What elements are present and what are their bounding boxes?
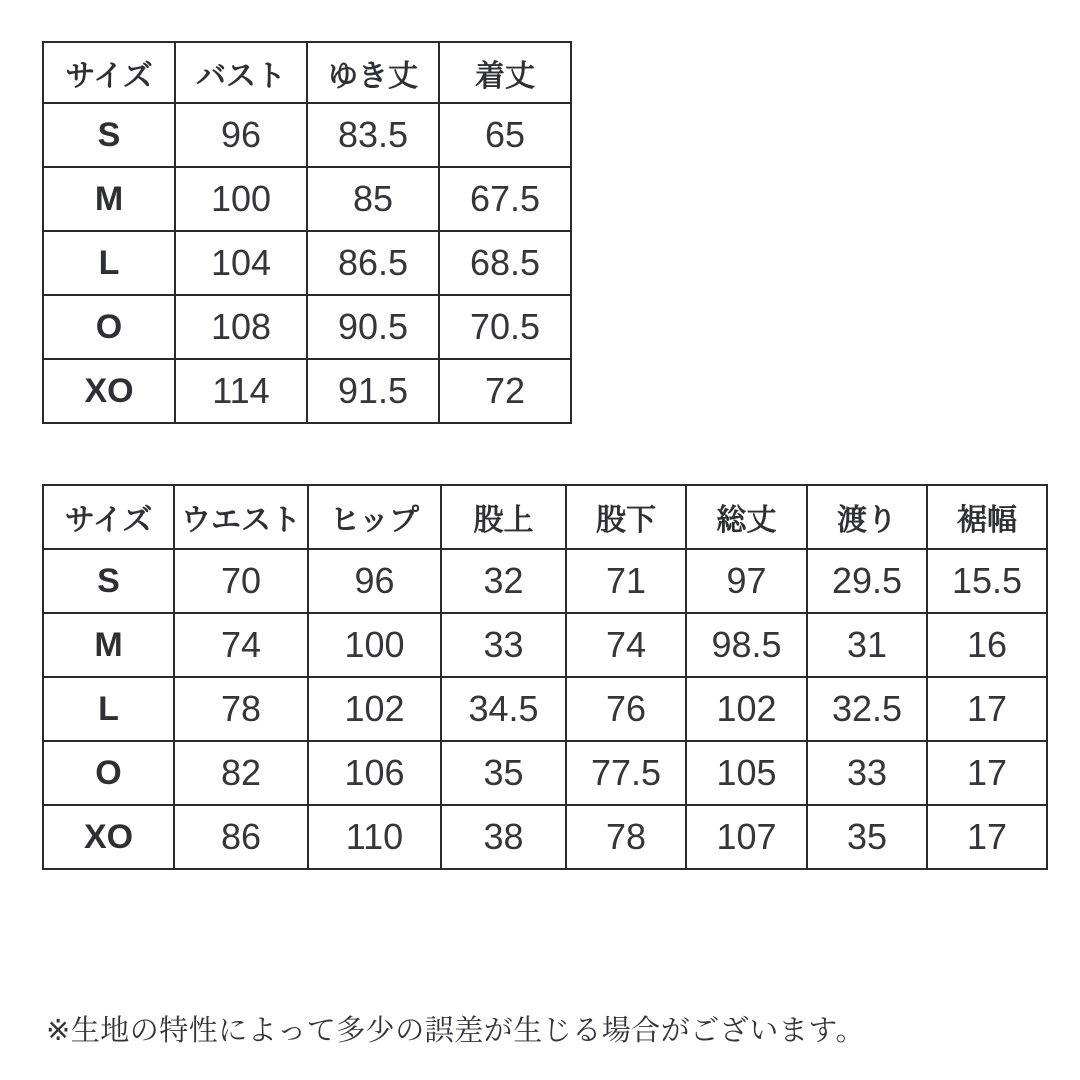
tops_table-row-4 xyxy=(43,359,571,423)
tops_table-row-2 xyxy=(43,231,571,295)
tops_table-row-1 xyxy=(43,167,571,231)
measurement-cell: 82 xyxy=(174,741,308,805)
measurement-cell: 35 xyxy=(441,741,566,805)
measurement-cell: 29.5 xyxy=(807,549,927,613)
measurement-cell: 97 xyxy=(686,549,807,613)
measurement-cell: 72 xyxy=(439,359,571,423)
measurement-cell: 17 xyxy=(927,741,1047,805)
tops_table-header-cell-2: ゆき丈 xyxy=(307,42,439,103)
bottoms_table-header-cell-6: 渡り xyxy=(807,485,927,549)
measurement-cell: 74 xyxy=(174,613,308,677)
size-label-cell: M xyxy=(43,613,174,677)
measurement-cell: 78 xyxy=(566,805,686,869)
measurement-cell: 102 xyxy=(686,677,807,741)
fabric-disclaimer-note: ※生地の特性によって多少の誤差が生じる場合がございます。 xyxy=(46,1015,865,1047)
measurement-cell: 76 xyxy=(566,677,686,741)
measurement-cell: 100 xyxy=(175,167,307,231)
tops_table-header-cell-0: サイズ xyxy=(43,42,175,103)
measurement-cell: 74 xyxy=(566,613,686,677)
measurement-cell: 106 xyxy=(308,741,441,805)
bottoms_table-header-cell-4: 股下 xyxy=(566,485,686,549)
measurement-cell: 105 xyxy=(686,741,807,805)
size-label-cell: L xyxy=(43,677,174,741)
measurement-cell: 86.5 xyxy=(307,231,439,295)
measurement-cell: 90.5 xyxy=(307,295,439,359)
tops_table-row-0 xyxy=(43,103,571,167)
measurement-cell: 31 xyxy=(807,613,927,677)
measurement-cell: 108 xyxy=(175,295,307,359)
measurement-cell: 98.5 xyxy=(686,613,807,677)
measurement-cell: 85 xyxy=(307,167,439,231)
measurement-cell: 16 xyxy=(927,613,1047,677)
measurement-cell: 110 xyxy=(308,805,441,869)
measurement-cell: 34.5 xyxy=(441,677,566,741)
measurement-cell: 100 xyxy=(308,613,441,677)
bottoms_table-row-3 xyxy=(43,741,1047,805)
size-label-cell: O xyxy=(43,295,175,359)
measurement-cell: 70 xyxy=(174,549,308,613)
size-label-cell: S xyxy=(43,103,175,167)
measurement-cell: 67.5 xyxy=(439,167,571,231)
measurement-cell: 32 xyxy=(441,549,566,613)
size-label-cell: XO xyxy=(43,359,175,423)
size-label-cell: L xyxy=(43,231,175,295)
measurement-cell: 107 xyxy=(686,805,807,869)
measurement-cell: 33 xyxy=(807,741,927,805)
bottoms_table-header-cell-5: 総丈 xyxy=(686,485,807,549)
bottoms_table-header-cell-3: 股上 xyxy=(441,485,566,549)
tops_table-header-row xyxy=(43,42,571,103)
measurement-cell: 70.5 xyxy=(439,295,571,359)
bottoms_table-row-4 xyxy=(43,805,1047,869)
tops_table-header-cell-1: バスト xyxy=(175,42,307,103)
measurement-cell: 102 xyxy=(308,677,441,741)
measurement-cell: 77.5 xyxy=(566,741,686,805)
measurement-cell: 114 xyxy=(175,359,307,423)
tops-size-table xyxy=(42,41,572,424)
size-label-cell: M xyxy=(43,167,175,231)
bottoms_table-row-1 xyxy=(43,613,1047,677)
measurement-cell: 86 xyxy=(174,805,308,869)
measurement-cell: 15.5 xyxy=(927,549,1047,613)
measurement-cell: 96 xyxy=(175,103,307,167)
measurement-cell: 91.5 xyxy=(307,359,439,423)
tops_table-header-cell-3: 着丈 xyxy=(439,42,571,103)
measurement-cell: 35 xyxy=(807,805,927,869)
bottoms-size-table xyxy=(42,484,1048,870)
measurement-cell: 17 xyxy=(927,805,1047,869)
measurement-cell: 104 xyxy=(175,231,307,295)
measurement-cell: 71 xyxy=(566,549,686,613)
bottoms_table-header-row xyxy=(43,485,1047,549)
bottoms_table-row-0 xyxy=(43,549,1047,613)
measurement-cell: 38 xyxy=(441,805,566,869)
measurement-cell: 96 xyxy=(308,549,441,613)
measurement-cell: 68.5 xyxy=(439,231,571,295)
measurement-cell: 83.5 xyxy=(307,103,439,167)
measurement-cell: 32.5 xyxy=(807,677,927,741)
size-label-cell: S xyxy=(43,549,174,613)
bottoms_table-header-cell-7: 裾幅 xyxy=(927,485,1047,549)
tops_table-row-3 xyxy=(43,295,571,359)
bottoms_table-header-cell-2: ヒップ xyxy=(308,485,441,549)
measurement-cell: 17 xyxy=(927,677,1047,741)
bottoms_table-header-cell-0: サイズ xyxy=(43,485,174,549)
bottoms_table-row-2 xyxy=(43,677,1047,741)
measurement-cell: 78 xyxy=(174,677,308,741)
bottoms_table-header-cell-1: ウエスト xyxy=(174,485,308,549)
size-label-cell: O xyxy=(43,741,174,805)
measurement-cell: 65 xyxy=(439,103,571,167)
size-label-cell: XO xyxy=(43,805,174,869)
measurement-cell: 33 xyxy=(441,613,566,677)
